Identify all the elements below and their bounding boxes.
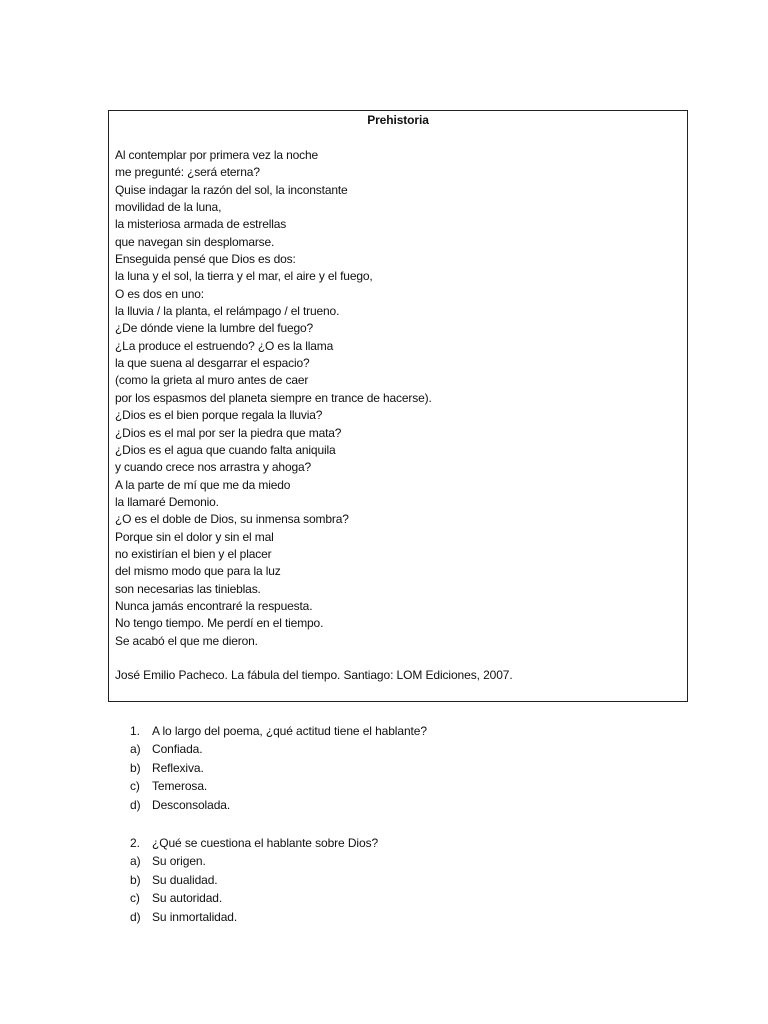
- question-1: [130, 722, 427, 814]
- question-stem: [130, 834, 378, 852]
- poem-line: la lluvia / la planta, el relámpago / el trueno.: [115, 304, 340, 319]
- option-text: Su dualidad.: [152, 872, 218, 887]
- poem-line: ¿Dios es el agua que cuando falta aniquila: [115, 442, 336, 457]
- poem-box: [108, 110, 688, 702]
- poem-line: ¿La produce el estruendo? ¿O es la llama: [115, 338, 334, 353]
- poem-line: son necesarias las tinieblas.: [115, 581, 261, 596]
- poem-line: (como la grieta al muro antes de caer: [115, 373, 309, 388]
- question-number: 2.: [130, 836, 140, 850]
- option-letter: d): [130, 797, 141, 812]
- poem-line: ¿Dios es el mal por ser la piedra que mata?: [115, 425, 342, 440]
- poem-line: Nunca jamás encontraré la respuesta.: [115, 598, 313, 613]
- poem-line: Quise indagar la razón del sol, la inconstante: [115, 182, 348, 197]
- question-text: A lo largo del poema, ¿qué actitud tiene el hablante?: [152, 724, 427, 738]
- answer-option: [130, 759, 427, 777]
- answer-option: [130, 908, 378, 926]
- poem-line: ¿De dónde viene la lumbre del fuego?: [115, 321, 314, 336]
- poem-line: la luna y el sol, la tierra y el mar, el aire y el fuego,: [115, 269, 373, 284]
- poem-line: la que suena al desgarrar el espacio?: [115, 356, 310, 371]
- citation: José Emilio Pacheco. La fábula del tiempo. Santiago: LOM Ediciones, 2007.: [115, 668, 513, 682]
- poem-line: Al contemplar por primera vez la noche: [115, 148, 319, 162]
- poem-line: ¿O es el doble de Dios, su inmensa sombra?: [115, 512, 349, 527]
- poem-line: del mismo modo que para la luz: [115, 564, 281, 579]
- option-text: Reflexiva.: [152, 760, 204, 775]
- poem-line: que navegan sin desplomarse.: [115, 234, 275, 249]
- answer-option: [130, 740, 427, 758]
- option-letter: a): [130, 742, 141, 757]
- question-stem: [130, 722, 427, 740]
- option-text: Desconsolada.: [152, 797, 231, 812]
- poem-lines: [115, 147, 432, 650]
- poem-line: No tengo tiempo. Me perdí en el tiempo.: [115, 616, 324, 631]
- option-letter: b): [130, 872, 141, 887]
- option-text: Su inmortalidad.: [152, 909, 238, 924]
- option-text: Temerosa.: [152, 779, 208, 794]
- answer-option: [130, 871, 378, 889]
- poem-title: Prehistoria: [367, 113, 429, 127]
- answer-option: [130, 852, 378, 870]
- poem-line: y cuando crece nos arrastra y ahoga?: [115, 460, 312, 475]
- answer-option: [130, 796, 427, 814]
- poem-line: me pregunté: ¿será eterna?: [115, 165, 260, 180]
- option-letter: c): [130, 779, 140, 794]
- poem-line: ¿Dios es el bien porque regala la lluvia?: [115, 408, 323, 423]
- question-2: [130, 834, 378, 926]
- answer-option: [130, 777, 427, 795]
- poem-line: la misteriosa armada de estrellas: [115, 217, 287, 232]
- question-number: 1.: [130, 724, 140, 738]
- option-text: Su autoridad.: [152, 891, 223, 906]
- poem-line: Porque sin el dolor y sin el mal: [115, 529, 274, 544]
- option-letter: a): [130, 854, 141, 869]
- poem-line: por los espasmos del planeta siempre en trance de hacerse).: [115, 390, 432, 405]
- answer-option: [130, 889, 378, 907]
- poem-line: Se acabó el que me dieron.: [115, 633, 258, 648]
- poem-line: movilidad de la luna,: [115, 200, 222, 215]
- option-letter: b): [130, 760, 141, 775]
- question-text: ¿Qué se cuestiona el hablante sobre Dios?: [152, 836, 379, 850]
- option-text: Confiada.: [152, 742, 203, 757]
- poem-line: Enseguida pensé que Dios es dos:: [115, 252, 296, 267]
- option-letter: d): [130, 909, 141, 924]
- option-text: Su origen.: [152, 854, 206, 869]
- poem-line: la llamaré Demonio.: [115, 494, 219, 509]
- poem-line: A la parte de mí que me da miedo: [115, 477, 291, 492]
- option-letter: c): [130, 891, 140, 906]
- poem-line: O es dos en uno:: [115, 286, 204, 301]
- poem-line: no existirían el bien y el placer: [115, 546, 272, 561]
